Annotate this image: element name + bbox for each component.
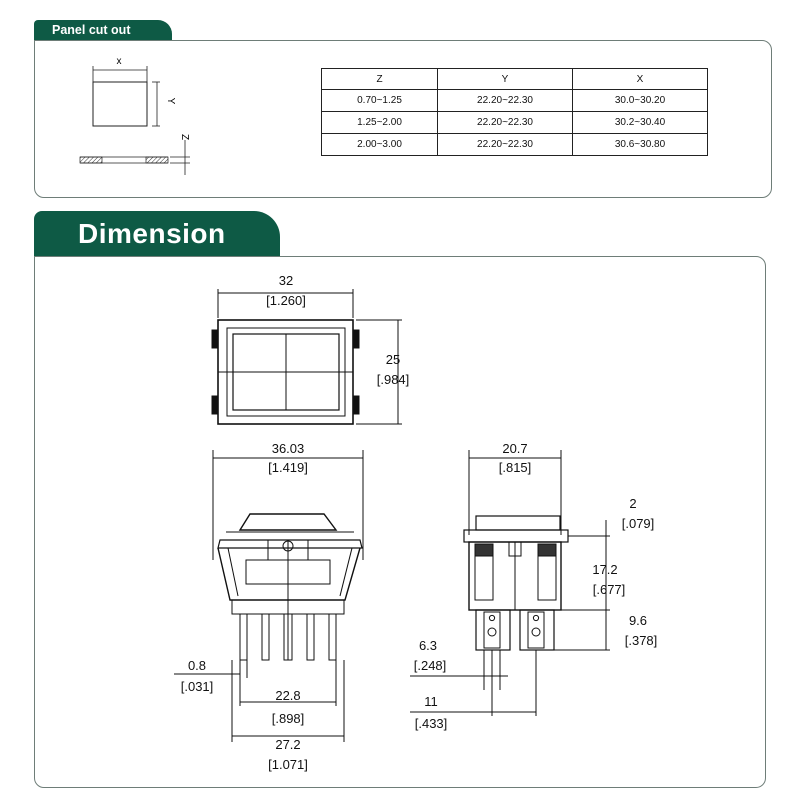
- cutout-z-label: Z: [179, 133, 190, 141]
- dim-front-base-in: [1.071]: [268, 757, 308, 772]
- cutout-x-label: x: [116, 56, 122, 67]
- dim-top-height-in: [.984]: [376, 372, 410, 387]
- dim-top-width-mm: 32: [278, 273, 294, 288]
- table-header-cell: Y: [438, 69, 573, 90]
- dim-side-terminal-len-mm: 9.6: [628, 613, 648, 628]
- table-cell: 30.0~30.20: [573, 90, 708, 112]
- table-cell: 22.20~22.30: [438, 112, 573, 134]
- table-cell: 1.25~2.00: [322, 112, 438, 134]
- dimension-tab: Dimension: [34, 211, 280, 256]
- table-header-cell: Z: [322, 69, 438, 90]
- dim-side-terminal-w-in: [.248]: [413, 658, 447, 673]
- dim-side-terminal-w-mm: 6.3: [418, 638, 438, 653]
- dim-front-spacing-in: [.898]: [271, 711, 305, 726]
- dim-side-body-in: [.677]: [592, 582, 626, 597]
- table-cell: 22.20~22.30: [438, 134, 573, 156]
- dim-side-flange-in: [.079]: [621, 516, 655, 531]
- table-cell: 0.70~1.25: [322, 90, 438, 112]
- dim-side-body-mm: 17.2: [592, 562, 618, 577]
- cutout-y-label: Y: [165, 97, 176, 105]
- dim-front-width-in: [1.419]: [268, 460, 308, 475]
- dim-front-terminal-in: [.031]: [180, 679, 214, 694]
- table-cell: 22.20~22.30: [438, 90, 573, 112]
- table-cell: 30.6~30.80: [573, 134, 708, 156]
- table-cell: 30.2~30.40: [573, 112, 708, 134]
- dim-top-width-in: [1.260]: [266, 293, 306, 308]
- dim-side-pitch-mm: 11: [424, 694, 438, 709]
- dim-side-pitch-in: [.433]: [414, 716, 448, 731]
- side-view: [410, 450, 610, 716]
- front-view: [174, 450, 363, 742]
- dim-side-width-mm: 20.7: [502, 441, 528, 456]
- dim-front-terminal-mm: 0.8: [187, 658, 207, 673]
- table-header-cell: X: [573, 69, 708, 90]
- dim-front-spacing-mm: 22.8: [275, 688, 301, 703]
- dim-side-width-in: [.815]: [498, 460, 532, 475]
- table-cell: 2.00~3.00: [322, 134, 438, 156]
- top-view: [212, 289, 402, 424]
- dim-front-width-mm: 36.03: [271, 441, 305, 456]
- dim-side-flange-mm: 2: [629, 496, 637, 511]
- dim-front-base-mm: 27.2: [275, 737, 301, 752]
- panel-cutout-tab: Panel cut out: [34, 20, 172, 40]
- dim-side-terminal-len-in: [.378]: [624, 633, 658, 648]
- dim-top-height-mm: 25: [385, 352, 401, 367]
